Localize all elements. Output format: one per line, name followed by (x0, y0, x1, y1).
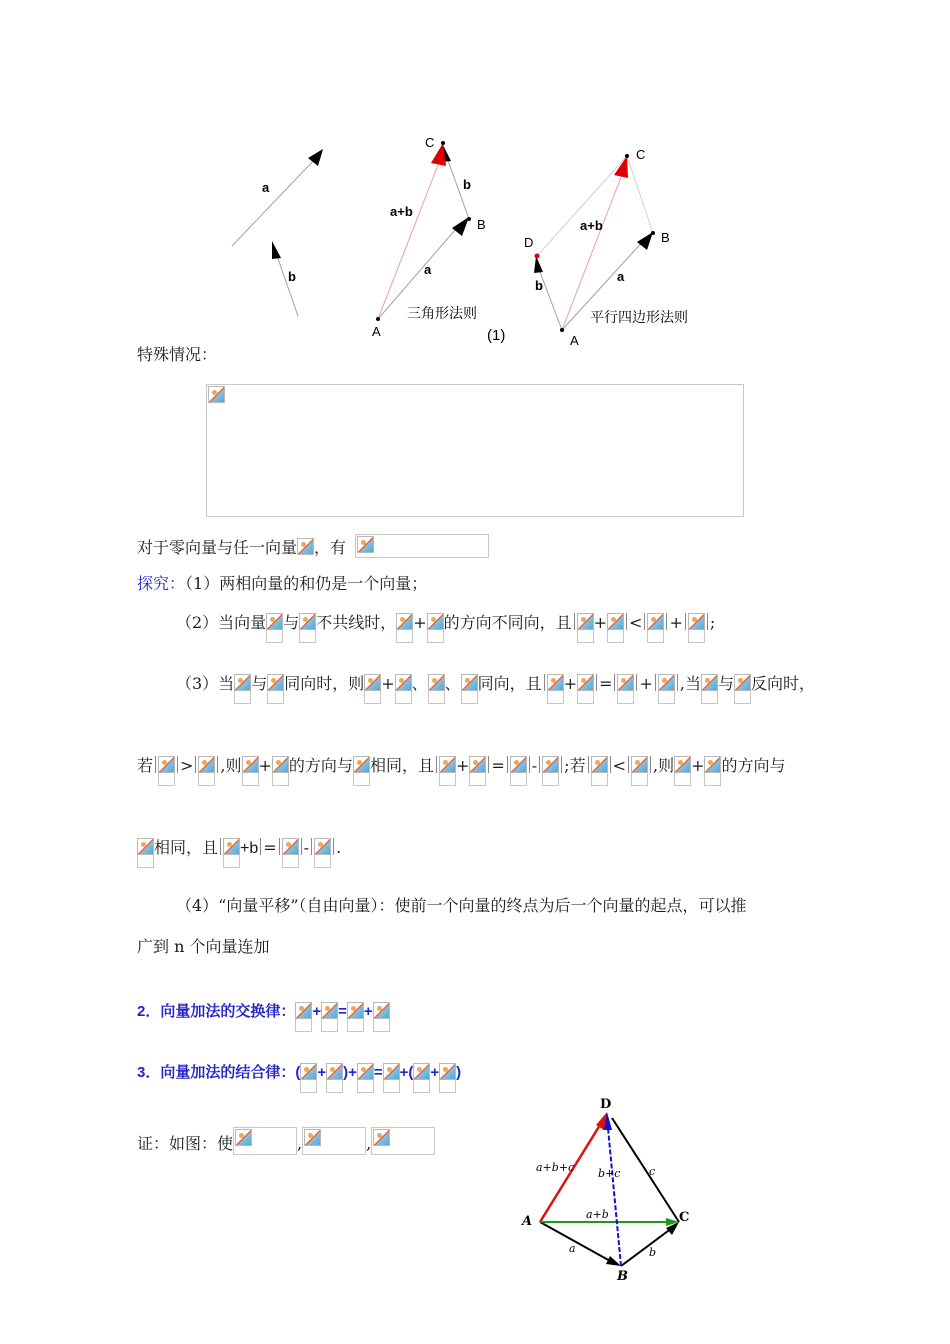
label-tri-a: a (424, 262, 432, 277)
caption-parallelogram-rule: 平行四边形法则 (590, 309, 688, 325)
vector-b-icon (631, 756, 648, 786)
fig2-label-C: C (679, 1210, 690, 1225)
semicolon: ; (709, 613, 716, 632)
plus-sign: + (691, 756, 705, 775)
close-paren: ) (343, 1064, 349, 1081)
comma: , (297, 1134, 303, 1153)
p3-and-2: 与 (717, 674, 734, 693)
p3-same-direction: 同向，且 (477, 674, 542, 693)
vector-a-icon (383, 1063, 400, 1093)
formula-image-frame (355, 534, 489, 558)
explore-line-3c (137, 838, 341, 868)
vector-a-icon (242, 756, 259, 786)
open-paren: ( (408, 1064, 414, 1081)
vector-a-icon (591, 756, 608, 786)
vector-a-icon (266, 613, 283, 643)
formula-image-icon (357, 536, 374, 553)
plus-sign: + (363, 1003, 373, 1020)
separator: 、 (444, 674, 461, 693)
formula-image-icon (373, 1129, 390, 1146)
explore-p4: （4）“向量平移”（自由向量）：使前一个向量的终点为后一个向量的起点，可以推 (176, 896, 747, 915)
proof-text: 证：如图：使 (137, 1134, 234, 1153)
vector-a-icon (439, 756, 456, 786)
vector-c-icon (357, 1063, 374, 1093)
formula-image-frame (371, 1127, 435, 1155)
label-par-a: a (617, 269, 625, 284)
vector-a-icon (234, 674, 251, 704)
explore-p1: （1）两相向量的和仍是一个向量； (185, 574, 428, 593)
p3b-if: 若 (137, 756, 154, 775)
figure-number: (1) (487, 327, 506, 344)
label-par-B: B (661, 230, 670, 245)
plus-sign: + (348, 1064, 357, 1081)
close-paren: ) (456, 1064, 462, 1081)
p2-and: 与 (283, 613, 300, 632)
p3-same-dir: 同向时，则 (284, 674, 365, 693)
vector-b-icon (704, 756, 721, 786)
p3-when: ,当 (679, 674, 701, 693)
vector-b-icon (395, 674, 412, 704)
vector-b-icon (461, 674, 478, 704)
plus-sign: + (381, 674, 395, 693)
label-tri-b: b (463, 177, 471, 192)
vector-b-icon (427, 613, 444, 643)
vector-b-icon (469, 756, 486, 786)
label-tri-sum: a+b (390, 204, 413, 219)
fig2-label-D: D (600, 1097, 612, 1112)
vector-b-icon (326, 1063, 343, 1093)
period: . (336, 838, 342, 857)
zero-vector-text: 对于零向量与任一向量 (137, 538, 298, 557)
broken-image-icon (208, 386, 225, 403)
vector-b-icon (658, 674, 675, 704)
vector-addition-figure (225, 133, 705, 348)
equals-sign: = (491, 756, 505, 775)
separator: 、 (411, 674, 428, 693)
plus-sign: + (639, 674, 653, 693)
less-than: < (612, 756, 626, 775)
p3b-then: ,则 (220, 756, 242, 775)
minus-sign: - (531, 756, 538, 775)
vector-a-icon (364, 674, 381, 704)
vector-a-icon (373, 1002, 390, 1032)
less-than: < (629, 613, 643, 632)
caption-triangle-rule: 三角形法则 (407, 305, 477, 321)
label-par-C: C (636, 147, 646, 162)
fig2-label-bc: b+c (598, 1167, 621, 1180)
greater-than: > (180, 756, 194, 775)
special-cases-image-frame (206, 384, 744, 517)
fig2-label-B: B (617, 1269, 628, 1284)
vector-b-icon (267, 674, 284, 704)
equals-sign: = (373, 1064, 383, 1081)
zero-vector-mid: ，有 (314, 538, 347, 557)
p3b-then-2: ,则 (652, 756, 675, 775)
plus-sign: + (258, 756, 272, 775)
vector-a-icon (223, 838, 240, 868)
fig2-label-ab: a+b (586, 1208, 609, 1221)
plus-sign: + (399, 1064, 409, 1081)
explore-label: 探究： (137, 574, 186, 593)
label-loose-b: b (288, 269, 296, 284)
label-par-A: A (570, 333, 579, 348)
formula-image-icon (304, 1129, 321, 1146)
vector-a-icon (396, 613, 413, 643)
plus-sign: + (413, 613, 427, 632)
special-cases-heading: 特殊情况： (137, 345, 218, 364)
p2-noncollinear: 不共线时， (316, 613, 397, 632)
proof-line (137, 1127, 435, 1155)
vector-b-icon (137, 838, 154, 868)
explore-line-1 (137, 574, 427, 594)
plus-sign: + (455, 756, 470, 775)
p3-and: 与 (251, 674, 268, 693)
vector-a-icon (617, 674, 634, 704)
vector-b-icon (607, 613, 624, 643)
fig2-label-b: b (649, 1246, 657, 1259)
vector-b-icon (542, 756, 559, 786)
explore-p4-cont: 广到 n 个向量连加 (137, 937, 270, 956)
plus-sign: + (593, 613, 608, 632)
label-tri-A: A (372, 324, 381, 339)
fig2-label-a: a (569, 1242, 576, 1255)
vector-a-icon (510, 756, 527, 786)
fig2-label-c: c (649, 1165, 656, 1178)
p2-direction: 的方向不同向，且 (443, 613, 572, 632)
vector-b-icon (198, 756, 215, 786)
vector-b-icon (347, 1002, 364, 1032)
fig2-label-A: A (522, 1214, 533, 1229)
zero-vector-line (137, 534, 489, 558)
explore-line-3b (137, 756, 786, 786)
fig2-label-abc: a+b+c (536, 1161, 575, 1174)
vector-b-icon (272, 756, 289, 786)
vector-a-icon (547, 674, 564, 704)
formula-image-frame (233, 1127, 297, 1155)
associative-law-figure (515, 1092, 700, 1284)
vector-a-icon (647, 613, 664, 643)
equals-sign: = (263, 838, 277, 857)
label-tri-C: C (425, 135, 435, 150)
explore-line-2 (176, 613, 715, 643)
p3-text: （3）当 (176, 674, 235, 693)
explore-line-3 (176, 674, 815, 704)
plus-sign: + (563, 674, 578, 693)
p3b-direction-2: 的方向与 (721, 756, 786, 775)
vector-a-icon (353, 756, 370, 786)
vector-b-icon (282, 838, 299, 868)
vector-b-icon (688, 613, 705, 643)
plus-b: +b (240, 840, 259, 857)
plus-sign: + (312, 1003, 322, 1020)
p3b-if-2: ;若 (564, 756, 586, 775)
vector-b-icon (413, 1063, 430, 1093)
comma: , (366, 1134, 372, 1153)
vector-a-icon (295, 1002, 312, 1032)
associative-law-line (137, 1063, 461, 1093)
vector-b-icon (321, 1002, 338, 1032)
label-par-sum: a+b (580, 218, 603, 233)
p3b-direction: 的方向与 (288, 756, 353, 775)
vector-a-icon (300, 1063, 317, 1093)
vector-b-icon (577, 674, 594, 704)
p3c-same: 相同，且 (154, 838, 219, 857)
vector-a-icon (577, 613, 594, 643)
plus-sign: + (430, 1064, 440, 1081)
formula-image-icon (235, 1129, 252, 1146)
associative-law-title: 3．向量加法的结合律： (137, 1064, 296, 1081)
equals-sign: = (338, 1003, 347, 1020)
commutative-law-title: 2．向量加法的交换律： (137, 1003, 296, 1020)
vector-image-icon (297, 538, 314, 555)
vector-b-icon (734, 674, 751, 704)
commutative-law-line (137, 1002, 390, 1032)
p3b-same: 相同，且 (369, 756, 434, 775)
label-par-D: D (524, 235, 534, 250)
vector-a-icon (674, 756, 691, 786)
label-tri-B: B (477, 217, 486, 232)
label-loose-a: a (262, 180, 270, 195)
equals-sign: = (599, 674, 613, 693)
open-paren: ( (295, 1064, 301, 1081)
formula-image-frame (302, 1127, 366, 1155)
vector-a-icon (428, 674, 445, 704)
minus-sign: - (303, 838, 310, 857)
vector-a-icon (158, 756, 175, 786)
p3-opposite: 反向时， (751, 674, 816, 693)
vector-a-icon (314, 838, 331, 868)
plus-sign: + (317, 1064, 327, 1081)
plus-sign: + (669, 613, 683, 632)
p2-text: （2）当向量 (176, 613, 267, 632)
vector-a-icon (701, 674, 718, 704)
vector-c-icon (439, 1063, 456, 1093)
label-par-b: b (535, 278, 543, 293)
vector-b-icon (299, 613, 316, 643)
